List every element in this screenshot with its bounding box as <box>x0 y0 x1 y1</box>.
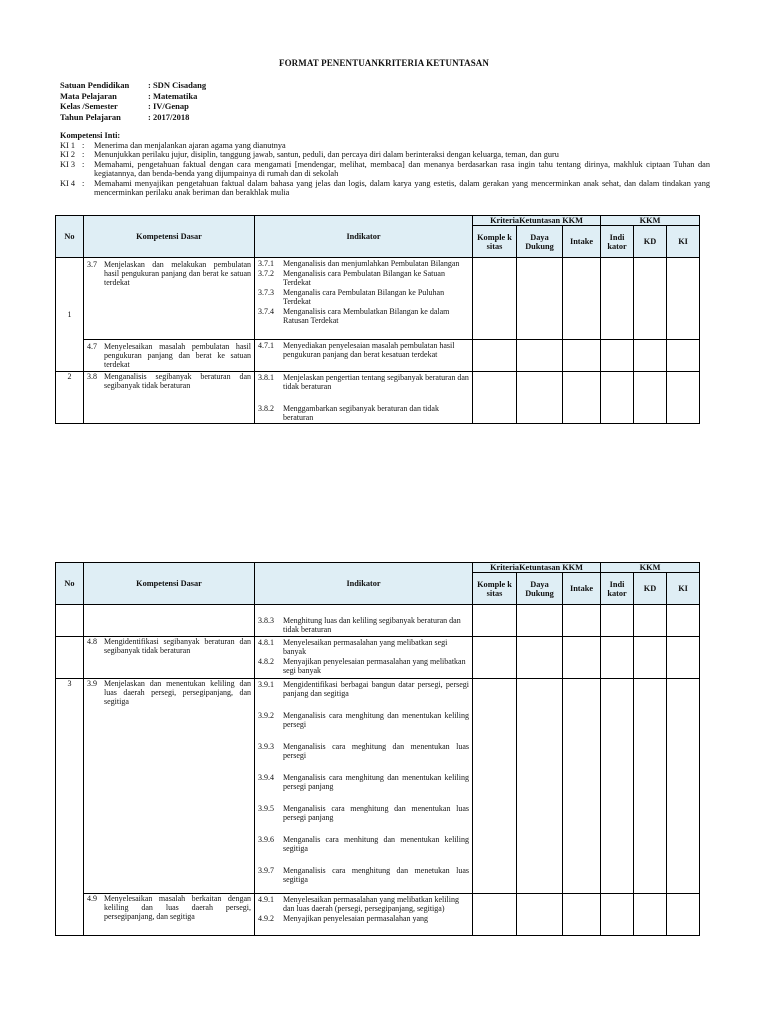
meta-label: Satuan Pendidikan <box>60 80 130 90</box>
table-row <box>56 605 700 637</box>
ki-item <box>60 160 710 179</box>
meta-label: Mata Pelajaran <box>60 90 117 101</box>
indicator-text: Menganalisis cara menghitung dan menentukan luas persegi panjang <box>283 804 469 822</box>
indicator-text: Menganalisis cara menghitung dan menetukan luas segitiga <box>283 866 469 884</box>
indicator-text: Menganalis cara Pembulatan Bilangan ke Puluhan Terdekat <box>283 288 445 306</box>
empty-cell <box>667 258 700 340</box>
empty-cell <box>517 258 563 340</box>
ki-colon: : <box>82 150 85 159</box>
ki-code: KI 3 <box>60 159 75 169</box>
kkm-table-2 <box>55 562 700 936</box>
ki-heading: Kompetensi Inti: <box>60 131 121 140</box>
empty-cell <box>84 605 255 637</box>
header-kriteria: KriteriaKetuntasan KKM <box>473 563 601 573</box>
ki-colon: : <box>82 140 85 150</box>
empty-cell <box>563 679 601 894</box>
indicator-text: Menganalisis cara Membulatkan Bilangan ke dalam Ratusan Terdekat <box>283 307 450 325</box>
empty-cell <box>634 372 667 424</box>
indicator-text: Menyajikan penyelesaian permasalahan yang <box>283 914 429 923</box>
indicator-number: 4.8.2 <box>258 657 274 666</box>
empty-cell <box>473 637 517 679</box>
indicator-text: Menganalisis cara meghitung dan menentukan luas persegi <box>283 742 469 760</box>
kd-number: 3.8 <box>87 372 97 381</box>
indicator-text: Menganalisis dan menjumlahkan Pembulatan Bilangan <box>283 259 460 268</box>
empty-cell <box>601 605 634 637</box>
empty-cell <box>563 372 601 424</box>
ki-text: Memahami menyajikan pengetahuan faktual dalam bahasa yang jelas dan logis, dalam karya yang estetis, dalam gerakan yang mencerminkan anak sehat, dan dalam tindakan yang mencerminkan perilaku anak beriman dan berakhlak mulia <box>94 178 710 197</box>
meta-row <box>60 80 206 91</box>
header-kompleksitas: Komple k sitas <box>473 573 517 605</box>
indicator-number: 4.9.2 <box>258 914 274 923</box>
indicator-text: Menganalis cara menhitung dan menentukan keliling segitiga <box>283 835 469 853</box>
kd-text: Mengidentifikasi segibanyak beraturan dan segibanyak tidak beraturan <box>104 637 251 655</box>
indicator-text: Menganalisis cara menghitung dan menentukan keliling persegi <box>283 711 469 729</box>
empty-cell <box>601 340 634 372</box>
indicator-text: Menyelesaikan permasalahan yang melibatkan keliling dan luas daerah (persegi, persegipanjang, segitiga) <box>283 895 459 913</box>
indicator-number: 3.9.1 <box>258 680 274 689</box>
header-no: No <box>56 563 84 605</box>
empty-cell <box>563 258 601 340</box>
empty-cell <box>634 605 667 637</box>
ki-item <box>60 150 710 160</box>
header-ki: KI <box>667 573 700 605</box>
document-title: FORMAT PENENTUANKRITERIA KETUNTASAN <box>278 58 490 68</box>
header-kompetensi-dasar: Kompetensi Dasar <box>84 563 255 605</box>
ki-code: KI 1 <box>60 140 75 150</box>
ki-colon: : <box>82 178 85 188</box>
ki-text: Menunjukkan perilaku jujur, disiplin, tanggung jawab, santun, peduli, dan percaya diri dalam berinteraksi dengan keluarga, teman, dan guru <box>94 150 559 159</box>
indicator-text: Menjelaskan pengertian tentang segibanyak beraturan dan tidak beraturan <box>283 373 469 391</box>
meta-row <box>60 91 206 102</box>
indicator-number: 4.8.1 <box>258 638 274 647</box>
empty-cell <box>563 637 601 679</box>
table-row <box>56 258 700 340</box>
meta-value: : Matematika <box>148 90 198 101</box>
header-indikator: Indikator <box>255 563 473 605</box>
empty-cell <box>601 372 634 424</box>
empty-cell <box>634 340 667 372</box>
ki-text: Memahami, pengetahuan faktual dengan cara mengamati [mendengar, melihat, membaca] dan menanya berdasarkan rasa ingin tahu tentang dirinya, makhluk ciptaan Tuhan dan kegiatannya, dan benda-benda yang dijumpainya di rumah dan di sekolah <box>94 159 710 178</box>
meta-label: Tahun Pelajaran <box>60 111 121 122</box>
ki-item <box>60 141 710 151</box>
empty-cell <box>473 679 517 894</box>
empty-cell <box>563 340 601 372</box>
empty-cell <box>473 605 517 637</box>
header-ki: KI <box>667 226 700 258</box>
empty-cell <box>667 679 700 894</box>
kkm-table-1 <box>55 215 700 424</box>
empty-cell <box>563 894 601 936</box>
header-indikator: Indikator <box>255 216 473 258</box>
indicator-text: Menganalisis cara menghitung dan menentukan keliling persegi panjang <box>283 773 469 791</box>
indicator-number: 3.7.2 <box>258 269 274 278</box>
indicator-number: 3.7.3 <box>258 288 274 297</box>
kd-number: 3.9 <box>87 679 97 688</box>
empty-cell <box>517 679 563 894</box>
indicator-number: 3.7.1 <box>258 259 274 268</box>
kd-number: 4.7 <box>87 342 97 351</box>
empty-cell <box>473 258 517 340</box>
empty-cell <box>56 637 84 679</box>
kd-text: Menjelaskan dan menentukan keliling dan luas daerah persegi, persegipanjang, dan segitiga <box>104 679 251 706</box>
empty-cell <box>667 637 700 679</box>
header-kd: KD <box>634 226 667 258</box>
empty-cell <box>473 894 517 936</box>
header-no: No <box>56 216 84 258</box>
row-number: 2 <box>56 372 84 424</box>
empty-cell <box>517 372 563 424</box>
empty-cell <box>667 894 700 936</box>
table-row <box>56 679 700 894</box>
meta-value: : IV/Genap <box>148 101 189 111</box>
table-row <box>56 372 700 424</box>
table-row <box>56 894 700 936</box>
empty-cell <box>517 340 563 372</box>
header-indikator-short: Indi kator <box>601 573 634 605</box>
indicator-number: 4.9.1 <box>258 895 274 904</box>
header-kkm: KKM <box>601 216 700 226</box>
meta-value: : SDN Cisadang <box>148 80 207 90</box>
header-kompleksitas: Komple k sitas <box>473 226 517 258</box>
empty-cell <box>634 679 667 894</box>
indicator-number: 4.7.1 <box>258 341 274 350</box>
header-kkm: KKM <box>601 563 700 573</box>
indicator-number: 3.8.3 <box>258 616 274 625</box>
meta-row <box>60 112 206 123</box>
empty-cell <box>601 637 634 679</box>
header-indikator-short: Indi kator <box>601 226 634 258</box>
kd-number: 3.7 <box>87 260 97 269</box>
empty-cell <box>517 605 563 637</box>
indicator-number: 3.9.7 <box>258 866 274 875</box>
kd-text: Menjelaskan dan melakukan pembulatan hasil pengukuran panjang dan berat ke satuan terdekat <box>104 260 251 287</box>
row-number: 3 <box>56 679 84 936</box>
indicator-number: 3.9.6 <box>258 835 274 844</box>
indicator-text: Menganalisis cara Pembulatan Bilangan ke Satuan Terdekat <box>283 269 445 287</box>
empty-cell <box>601 894 634 936</box>
header-daya-dukung: Daya Dukung <box>517 573 563 605</box>
row-number: 1 <box>56 258 84 372</box>
header-kriteria: KriteriaKetuntasan KKM <box>473 216 601 226</box>
table-row <box>56 637 700 679</box>
indicator-text: Mengidentifikasi berbagai bangun datar persegi, persegi panjang dan segitiga <box>283 680 469 698</box>
meta-value: : 2017/2018 <box>148 111 190 122</box>
indicator-text: Menyelesaikan permasalahan yang melibatkan segi banyak <box>283 638 448 656</box>
school-info <box>60 80 206 122</box>
empty-cell <box>601 679 634 894</box>
indicator-number: 3.9.2 <box>258 711 274 720</box>
header-kompetensi-dasar: Kompetensi Dasar <box>84 216 255 258</box>
empty-cell <box>517 637 563 679</box>
header-kd: KD <box>634 573 667 605</box>
indicator-text: Menyediakan penyelesaian masalah pembulatan hasil pengukuran panjang dan berat kesatuan terdekat <box>283 341 455 359</box>
empty-cell <box>517 894 563 936</box>
kd-number: 4.8 <box>87 637 97 646</box>
empty-cell <box>563 605 601 637</box>
indicator-text: Menghitung luas dan keliling segibanyak beraturan dan tidak beraturan <box>283 616 461 634</box>
meta-label: Kelas /Semester <box>60 101 118 111</box>
kd-text: Menyelesaikan masalah berkaitan dengan keliling dan luas daerah persegi, persegipanjang, dan segitiga <box>104 894 251 921</box>
empty-cell <box>667 372 700 424</box>
ki-colon: : <box>82 159 85 169</box>
indicator-number: 3.8.2 <box>258 404 274 413</box>
kd-text: Menyelesaikan masalah pembulatan hasil pengukuran panjang dan berat ke satuan terdekat <box>104 342 251 369</box>
header-intake: Intake <box>563 573 601 605</box>
empty-cell <box>473 372 517 424</box>
indicator-number: 3.7.4 <box>258 307 274 316</box>
empty-cell <box>601 258 634 340</box>
empty-cell <box>473 340 517 372</box>
header-daya-dukung: Daya Dukung <box>517 226 563 258</box>
kd-text: Menganalisis segibanyak beraturan dan segibanyak tidak beraturan <box>104 372 251 390</box>
indicator-text: Menyajikan penyelesaian permasalahan yang melibatkan segi banyak <box>283 657 466 675</box>
indicator-number: 3.9.3 <box>258 742 274 751</box>
empty-cell <box>634 894 667 936</box>
empty-cell <box>634 637 667 679</box>
empty-cell <box>667 605 700 637</box>
indicator-text: Menggambarkan segibanyak beraturan dan tidak beraturan <box>283 404 439 422</box>
table-row <box>56 340 700 372</box>
header-intake: Intake <box>563 226 601 258</box>
ki-code: KI 2 <box>60 150 75 159</box>
meta-row <box>60 101 206 112</box>
kd-number: 4.9 <box>87 894 97 903</box>
ki-code: KI 4 <box>60 178 75 188</box>
ki-item <box>60 179 710 198</box>
ki-text: Menerima dan menjalankan ajaran agama yang dianutnya <box>94 140 286 150</box>
indicator-number: 3.8.1 <box>258 373 274 382</box>
empty-cell <box>667 340 700 372</box>
empty-cell <box>634 258 667 340</box>
indicator-number: 3.9.5 <box>258 804 274 813</box>
indicator-number: 3.9.4 <box>258 773 274 782</box>
empty-cell <box>56 605 84 637</box>
kompetensi-inti <box>60 131 710 198</box>
